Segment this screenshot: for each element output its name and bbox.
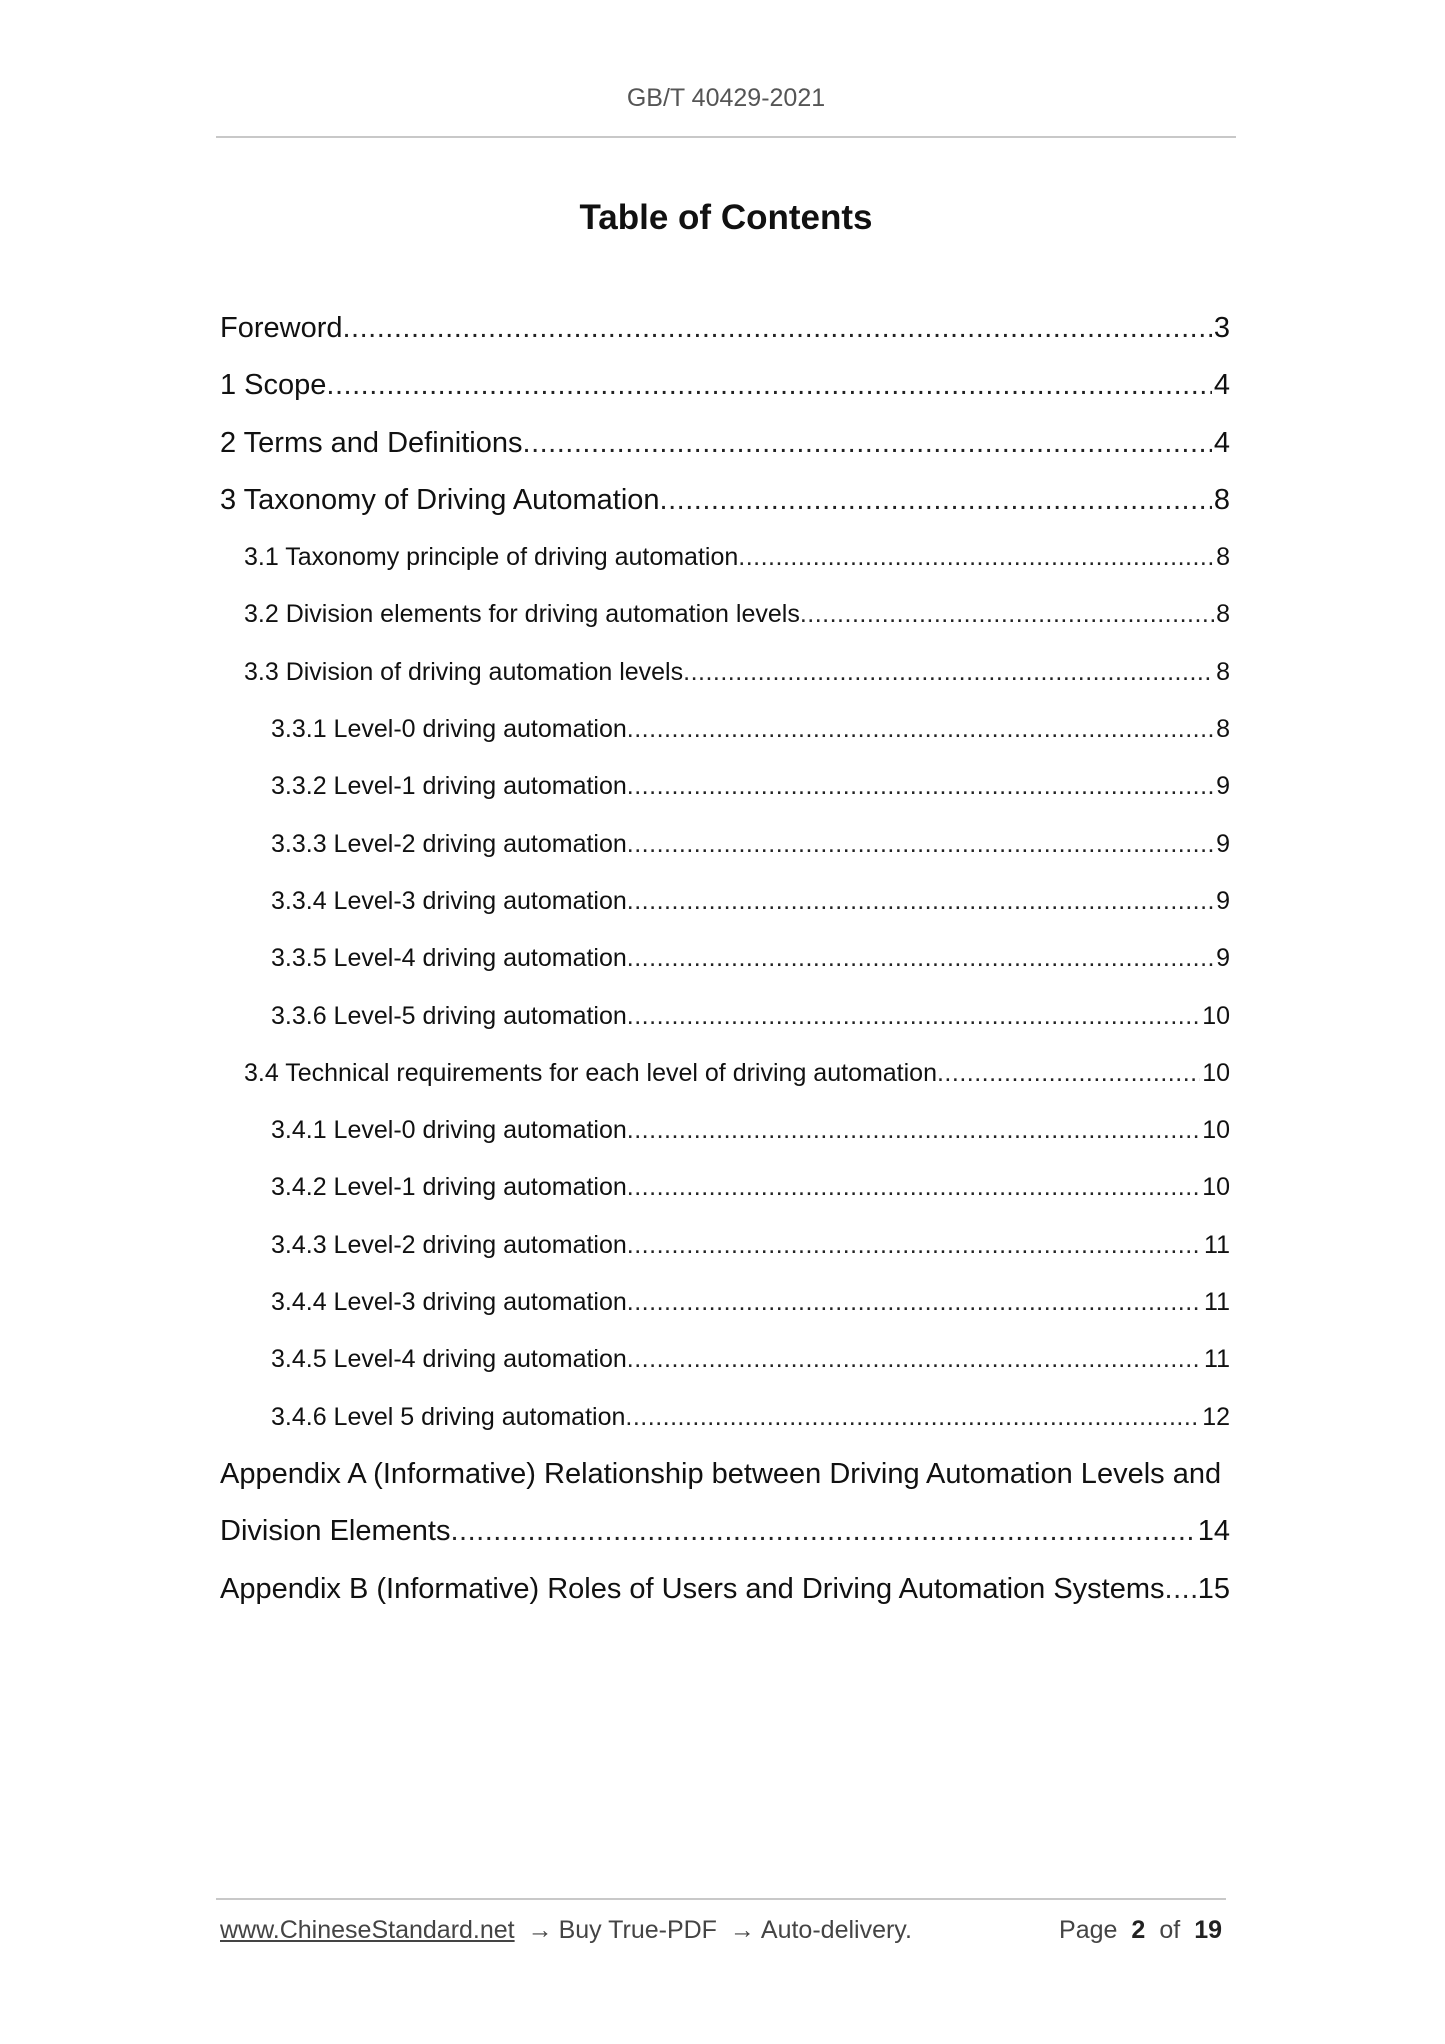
toc-entry-3-3-1[interactable] xyxy=(220,701,1230,758)
toc-entry-label: 3.4.1 Level-0 driving automation xyxy=(271,1116,627,1145)
toc-entry-terms[interactable] xyxy=(220,415,1230,472)
arrow-right-icon: → xyxy=(527,1916,553,1944)
toc-page-number: 8 xyxy=(1216,600,1230,629)
dot-leader xyxy=(627,930,1214,987)
toc-entry-label: 3.3.5 Level-4 driving automation xyxy=(271,944,627,973)
dot-leader xyxy=(627,816,1214,873)
toc-page-number: 11 xyxy=(1204,1345,1230,1374)
page-indicator xyxy=(1059,1916,1226,1945)
page-footer xyxy=(220,1916,1226,1945)
current-page-number: 2 xyxy=(1131,1916,1146,1944)
toc-page-number: 4 xyxy=(1213,426,1230,459)
toc-page-number: 8 xyxy=(1213,483,1230,516)
dot-leader xyxy=(627,701,1214,758)
toc-entry-3-3[interactable] xyxy=(220,644,1230,701)
toc-entry-appendix-a-cont[interactable] xyxy=(220,1503,1230,1560)
dot-leader xyxy=(738,529,1214,586)
toc-entry-label: 3.4.3 Level-2 driving automation xyxy=(271,1230,627,1259)
toc-entry-label: 1 Scope xyxy=(220,369,327,402)
dot-leader xyxy=(627,988,1200,1045)
dot-leader xyxy=(627,758,1214,815)
dot-leader xyxy=(660,472,1212,529)
dot-leader xyxy=(627,1159,1200,1216)
toc-page-number: 8 xyxy=(1216,543,1230,572)
toc-page-number: 9 xyxy=(1216,772,1230,801)
toc-page-number: 8 xyxy=(1216,715,1230,744)
delivery-text: Auto-delivery. xyxy=(760,1916,912,1944)
toc-entry-3-4-2[interactable] xyxy=(220,1159,1230,1216)
toc-page-number: 8 xyxy=(1216,657,1230,686)
toc-entry-label: 3.1 Taxonomy principle of driving automation xyxy=(244,543,739,572)
toc-page-number: 11 xyxy=(1204,1288,1230,1317)
toc-page-number: 10 xyxy=(1202,1173,1230,1202)
toc-entry-taxonomy[interactable] xyxy=(220,472,1230,529)
dot-leader xyxy=(343,300,1212,357)
toc-entry-label: Foreword xyxy=(220,312,343,344)
toc-entry-label: 3.4.5 Level-4 driving automation xyxy=(271,1345,627,1374)
toc-page-number: 10 xyxy=(1202,1116,1230,1145)
dot-leader xyxy=(800,586,1214,643)
toc-page-number: 4 xyxy=(1213,369,1230,402)
website-link[interactable]: www.ChineseStandard.net xyxy=(220,1916,515,1944)
toc-page-number: 9 xyxy=(1216,829,1230,858)
toc-entry-appendix-a[interactable] xyxy=(220,1446,1230,1503)
dot-leader xyxy=(627,1217,1202,1274)
toc-entry-3-4-3[interactable] xyxy=(220,1217,1230,1274)
of-word: of xyxy=(1159,1916,1181,1944)
dot-leader xyxy=(627,1331,1202,1388)
toc-page-number: 9 xyxy=(1216,886,1230,915)
toc-entry-label: 3.4.6 Level 5 driving automation xyxy=(271,1402,626,1431)
toc-entry-3-3-6[interactable] xyxy=(220,988,1230,1045)
arrow-right-icon: → xyxy=(729,1916,755,1944)
toc-entry-3-3-3[interactable] xyxy=(220,816,1230,873)
dot-leader xyxy=(326,357,1211,414)
toc-entry-label: 3.3.1 Level-0 driving automation xyxy=(271,715,627,744)
toc-page-number: 9 xyxy=(1216,944,1230,973)
toc-entry-scope[interactable] xyxy=(220,357,1230,414)
header-divider xyxy=(216,136,1236,138)
dot-leader xyxy=(625,1389,1200,1446)
toc-entry-3-4[interactable] xyxy=(220,1045,1230,1102)
toc-entry-3-1[interactable] xyxy=(220,529,1230,586)
page-title: Table of Contents xyxy=(579,198,873,237)
toc-page-number: 11 xyxy=(1204,1230,1230,1259)
toc-entry-label: 3.4 Technical requirements for each level of driving automation xyxy=(244,1058,937,1087)
toc-entry-3-4-1[interactable] xyxy=(220,1102,1230,1159)
toc-entry-label: 3.3 Division of driving automation levels xyxy=(244,657,684,686)
toc-page-number: 14 xyxy=(1197,1515,1230,1548)
toc-page-number: 10 xyxy=(1202,1058,1230,1087)
dot-leader xyxy=(627,873,1214,930)
toc-entry-3-4-4[interactable] xyxy=(220,1274,1230,1331)
dot-leader xyxy=(1165,1561,1196,1618)
toc-entry-3-4-5[interactable] xyxy=(220,1331,1230,1388)
toc-page-number: 15 xyxy=(1197,1572,1230,1605)
buy-text: Buy True-PDF xyxy=(558,1916,717,1944)
footer-divider xyxy=(216,1898,1226,1900)
dot-leader xyxy=(627,1102,1200,1159)
toc-entry-label: 3.3.3 Level-2 driving automation xyxy=(271,829,627,858)
toc-entry-label: 3.3.4 Level-3 driving automation xyxy=(271,886,627,915)
dot-leader xyxy=(627,1274,1202,1331)
dot-leader xyxy=(683,644,1214,701)
toc-entry-3-2[interactable] xyxy=(220,586,1230,643)
page-word: Page xyxy=(1059,1916,1118,1944)
document-header: GB/T 40429-2021 xyxy=(626,84,826,112)
dot-leader xyxy=(523,415,1212,472)
toc-page-number: 12 xyxy=(1202,1402,1230,1431)
toc-entry-label: 2 Terms and Definitions xyxy=(220,426,523,459)
toc-entry-label: 3.4.4 Level-3 driving automation xyxy=(271,1288,627,1317)
toc-entry-label: 3.2 Division elements for driving automation levels xyxy=(244,600,800,629)
dot-leader xyxy=(937,1045,1200,1102)
toc-page-number: 3 xyxy=(1213,312,1230,344)
toc-entry-3-3-5[interactable] xyxy=(220,930,1230,987)
toc-entry-label: 3.3.2 Level-1 driving automation xyxy=(271,772,627,801)
toc-entry-3-3-4[interactable] xyxy=(220,873,1230,930)
toc-entry-appendix-b[interactable] xyxy=(220,1561,1230,1618)
toc-entry-3-4-6[interactable] xyxy=(220,1389,1230,1446)
toc-page-number: 10 xyxy=(1202,1001,1230,1030)
toc-entry-label: Appendix B (Informative) Roles of Users and Driving Automation Systems xyxy=(220,1572,1165,1605)
toc-entry-label: Appendix A (Informative) Relationship between Driving Automation Levels and xyxy=(220,1457,1222,1490)
table-of-contents xyxy=(220,300,1230,1618)
toc-entry-label: 3.3.6 Level-5 driving automation xyxy=(271,1001,627,1030)
toc-entry-3-3-2[interactable] xyxy=(220,758,1230,815)
footer-promo xyxy=(220,1916,912,1945)
total-pages-number: 19 xyxy=(1194,1916,1222,1944)
dot-leader xyxy=(450,1503,1195,1560)
toc-entry-foreword[interactable] xyxy=(220,300,1230,357)
toc-entry-label: 3.4.2 Level-1 driving automation xyxy=(271,1173,627,1202)
toc-entry-label: 3 Taxonomy of Driving Automation xyxy=(220,483,660,516)
toc-entry-label: Division Elements xyxy=(220,1515,451,1548)
